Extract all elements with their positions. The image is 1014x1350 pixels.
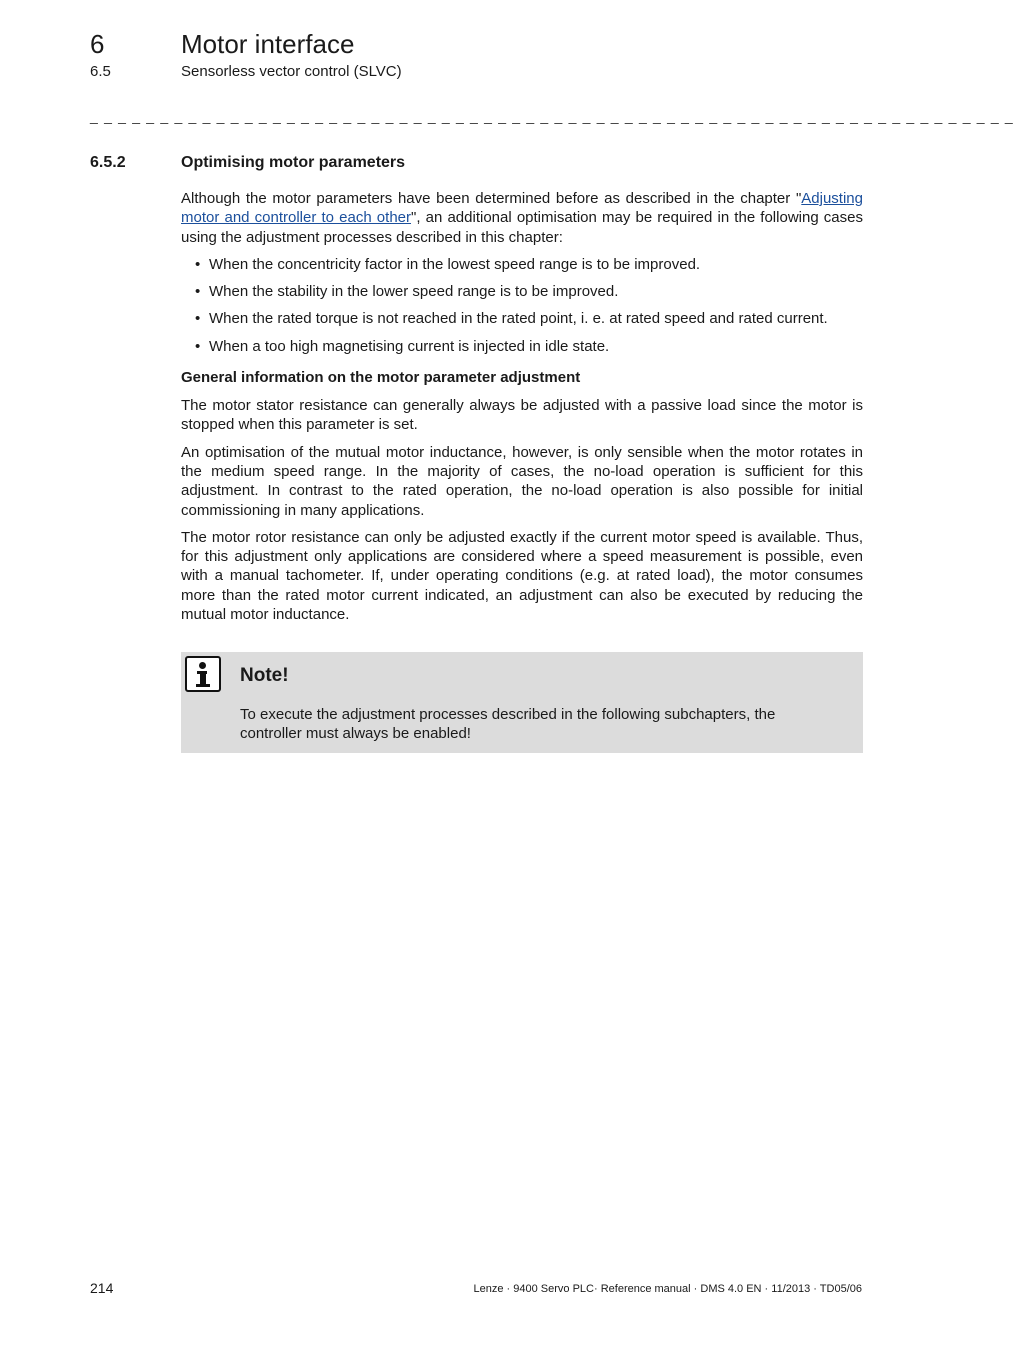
paragraph: The motor stator resistance can generally always be adjusted with a passive load since the motor is stopped when this parameter is set. (181, 397, 863, 434)
page-number: 214 (90, 1280, 114, 1296)
note-box (181, 652, 863, 753)
case-list (181, 255, 863, 356)
section-title: Sensorless vector control (SLVC) (181, 63, 402, 80)
note-heading: Note! (240, 665, 289, 686)
section-number: 6.5 (90, 63, 111, 80)
paragraph: The motor rotor resistance can only be adjusted exactly if the current motor speed is available. Thus, for this adjustment only applications are considered where a speed measurement is possible, even with a manual tachometer. If, under operating conditions (e.g. at rated load), the motor consumes more than the rated motor current indicated, an adjustment can also be executed by reducing the mutual motor inductance. (181, 528, 863, 624)
subsection-title: Optimising motor parameters (181, 154, 406, 171)
note-text: To execute the adjustment processes described in the following subchapters, the controller must always be enabled! (240, 706, 776, 743)
header-rule: _ _ _ _ _ _ _ _ _ _ _ _ _ _ _ _ _ _ _ _ _ _ _ _ _ _ _ _ _ _ _ _ _ _ _ _ _ _ _ _ _ _ _ _ _ _ _ _ _ _ _ _ _ _ _ _ _ _ _ _ _ _ _ _ _ _ (90, 108, 1014, 124)
list-item: • When the stability in the lower speed range is to be improved. (181, 282, 863, 301)
list-item: • When a too high magnetising current is injected in idle state. (181, 337, 863, 356)
general-heading: General information on the motor parameter adjustment (181, 369, 581, 387)
paragraph: An optimisation of the mutual motor inductance, however, is only sensible when the motor rotates in the medium speed range. In the majority of cases, the no-load operation is sufficient for this adjustment. In contrast to the rated operation, the no-load operation is also possible for initial commissioning in many applications. (181, 443, 863, 519)
footer-doc-info: Lenze · 9400 Servo PLC· Reference manual · DMS 4.0 EN · 11/2013 · TD05/06 (473, 1283, 862, 1295)
main-content (181, 189, 863, 632)
chapter-title: Motor interface (181, 29, 355, 59)
info-icon (185, 656, 221, 692)
intro-text-1: Although the motor parameters have been determined before as described in the chapter " (181, 190, 802, 207)
list-item: • When the rated torque is not reached in the rated point, i. e. at rated speed and rated current. (181, 309, 863, 328)
list-item: • When the concentricity factor in the lowest speed range is to be improved. (181, 255, 863, 274)
chapter-number: 6 (90, 29, 105, 59)
intro-paragraph (181, 189, 863, 247)
subsection-number: 6.5.2 (90, 154, 126, 171)
intro-text-2: ", an additional optimisation may be required in the following cases using the adjustment processes described in this chapter: (181, 209, 863, 246)
chapter-link[interactable]: Adjusting motor and controller to each other (181, 190, 863, 227)
